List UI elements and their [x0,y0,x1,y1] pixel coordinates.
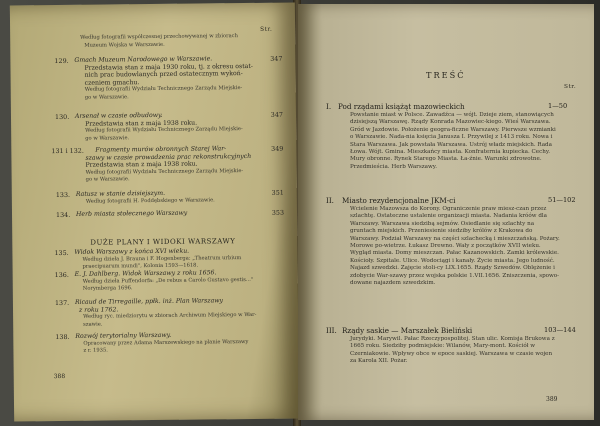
chapter-summary: Powstanie miast w Polsce. Zawadźca — wójt. Dzieje ziem, stanowiących dzisiejszą Warszawę. Rządy Konrada Mazowiec-kiego. Wieś Warszawa. Gród w Jazdowie. Położenie geogra-ficzne Warszawy. Pierwsze wzmianki o Warszawie. Nada-nia księcia Janusza I. Przywilej z 1413 roku. Nowa i Stara Warszawa. Jak powstała Warszawa. Ustrój władz miejskich. Rada Łowa. Wójt. Gmina. Mieszkańcy miasta. Konfraternia kupiecka. Cechy. Mury obronne. Rynek Starego Miasta. Ła-źnie. Warunki zdrowotne. Przedmieścia. Herb Warszawy. [350,112,556,170]
entry-line: Według fotografii Wydziału Technicznego Zarządu Miejskie- [85,167,244,176]
chapter-summary: Jurydyki. Marywil. Pałac Rzeczypospolitej. Stan ulic. Komisja Brukowa z 1665 roku. Siedziby podmiejskie: Wilanów, Mary-mont. Kościół w Czerniakowie. Wpływy obce w epoce saskiej. Warszawa w czasie wojen za Karola XII. Pożar. [350,336,555,365]
entry-line: czeniem gmachu. [84,78,140,87]
right-page [298,4,594,420]
entry-line: Opracowany przez Adama Marszewskiego na planie Warszawy [83,338,249,347]
entry-line: E. J. Dahlberg. Widok Warszawy z roku 1656. [74,269,217,278]
entry-line: Według fotografii H. Poddębskiego w Warszawie. [85,196,215,205]
entry-line: szawie. [83,321,103,328]
entry-line: Według dzieła J. Brauna i F. Hogenberga: „Theatrum urbium [82,254,242,263]
entry-number: 137. [54,298,70,308]
entry-line: Według ryc. miedziorytu w zbiorach Archiwum Miejskiego w War- [83,312,257,320]
chapter-title: Pod rządami książąt mazowieckich [338,102,465,111]
entry-line: Według fotografii współczesnej przechowywanej w zbiorach [80,33,238,41]
left-page [10,3,299,422]
entry-number: 135. [54,248,69,258]
entry-page: 351 [271,188,284,197]
column-label-str: Str. [260,26,273,33]
page-title: TREŚĆ [426,70,466,80]
column-label-str: Str. [564,84,577,90]
entry-number: 131 i 132. [51,146,84,156]
entry-line: Arsenał w czasie odbudowy. [74,111,163,120]
page-number: 389 [546,396,558,403]
section-heading: DUŻE PLANY I WIDOKI WARSZAWY [90,237,236,247]
entry-line: praecipuarum mundi", Kolonia 1593—1618. [82,262,199,270]
entry-number: 134. [55,210,71,220]
entry-line: z r. 1935. [83,347,108,354]
entry-line: Norymberga 1696. [82,285,133,292]
entry-line: Muzeum Wojska w Warszawie. [84,41,165,49]
entry-line: Gmach Muzeum Narodowego w Warszawie. [74,55,213,64]
chapter-title: Miasto rezydencjonalne JKM-ci [342,196,456,205]
chapter-summary: Wcielenie Mazowsza do Korony. Ograniczenie praw miesz-czan przez szlachtę. Ostateczne ustalenie organizacji miasta. Nadania króów dla Warszawy. Warszawa siedzibą sejmów. Osiedlanie się szlachty na gruntach miejskich. Przeniesienie siedziby królów z Krakowa do Warszawy. Podział Warszawy na części szlachecką i mieszczańską. Pożary. Morowe po-wietrze. Łukasz Drewno. Wały z początków XVII wieku. Wygląd miasta. Domy mieszczan. Pałac Kazanowskich. Zamki królewskie. Kościoły. Szpitale. Ulice. Wodociągi i kanały. Życie miasta. Jego ludność. Najazd szwedzki. Zajęcie stoli-cy LIX.1655. Rządy Szwedów. Oblężenie i zdobycie War-szawy przez wojska polskie 1.VII.1656. Zniszczenia, spowo-dowane najazdem szwedzkim. [350,206,560,287]
entry-line: Według fotografii Wydziału Technicznego Zarządu Miejskie- [84,85,243,94]
entry-line: Herb miasta stołecznego Warszawy [75,209,188,218]
chapter-roman: I. [326,102,332,111]
entry-line: go w Warszawie. [84,94,129,101]
entry-line: Rozwój terytorialny Warszawy. [75,331,172,340]
page-number: 388 [53,372,66,381]
entry-number: 130. [54,112,70,122]
entry-line: Przedstawia stan z maja 1938 roku. [85,160,198,169]
chapter-title: Rządy saskie — Marszałek Bieliński [342,326,473,335]
entry-line: z roku 1762. [78,305,119,314]
entry-line: Przedstawia stan z maja 1930 roku, tj. z okresu ostat- [84,62,253,72]
entry-line: go w Warszawie. [85,176,130,184]
entry-number: 138. [55,332,70,342]
entry-line: go w Warszawie. [85,135,130,142]
entry-number: 133. [55,190,71,200]
chapter-pages: 1—50 [548,102,568,110]
entry-page: 353 [271,208,285,217]
chapter-roman: II. [326,196,334,205]
entry-page: 349 [271,144,284,153]
entry-line: Ricaud de Tirregaille, ppłk. inż. Plan Warszawy [74,297,224,306]
entry-number: 136. [54,270,69,280]
entry-line: szawy w czasie prowadzenia prac rekonstrukcyjnych [85,152,252,162]
entry-line: Ratusz w stanie dzisiejszym. [75,189,166,198]
chapter-roman: III. [326,326,337,335]
entry-line: Według fotografii Wydziału Technicznego Zarządu Miejskie- [85,126,243,134]
entry-line: Fragmenty murów obronnych Starej War- [95,145,227,154]
chapter-pages: 103—144 [544,326,576,334]
entry-line: Według dzieła Puffendorfa: „De rebus a Carolo Gustavo gestis..." [82,276,254,285]
entry-line: Przedstawia stan z maja 1938 roku. [85,119,198,128]
entry-line: Widok Warszawy z końca XVI wieku. [74,247,190,256]
entry-page: 347 [270,110,284,119]
chapter-pages: 51—102 [548,196,576,204]
entry-number: 129. [54,56,69,66]
entry-line: nich prac budowlanych przed ostatecznym wykoń- [84,70,243,79]
entry-page: 347 [270,54,283,63]
